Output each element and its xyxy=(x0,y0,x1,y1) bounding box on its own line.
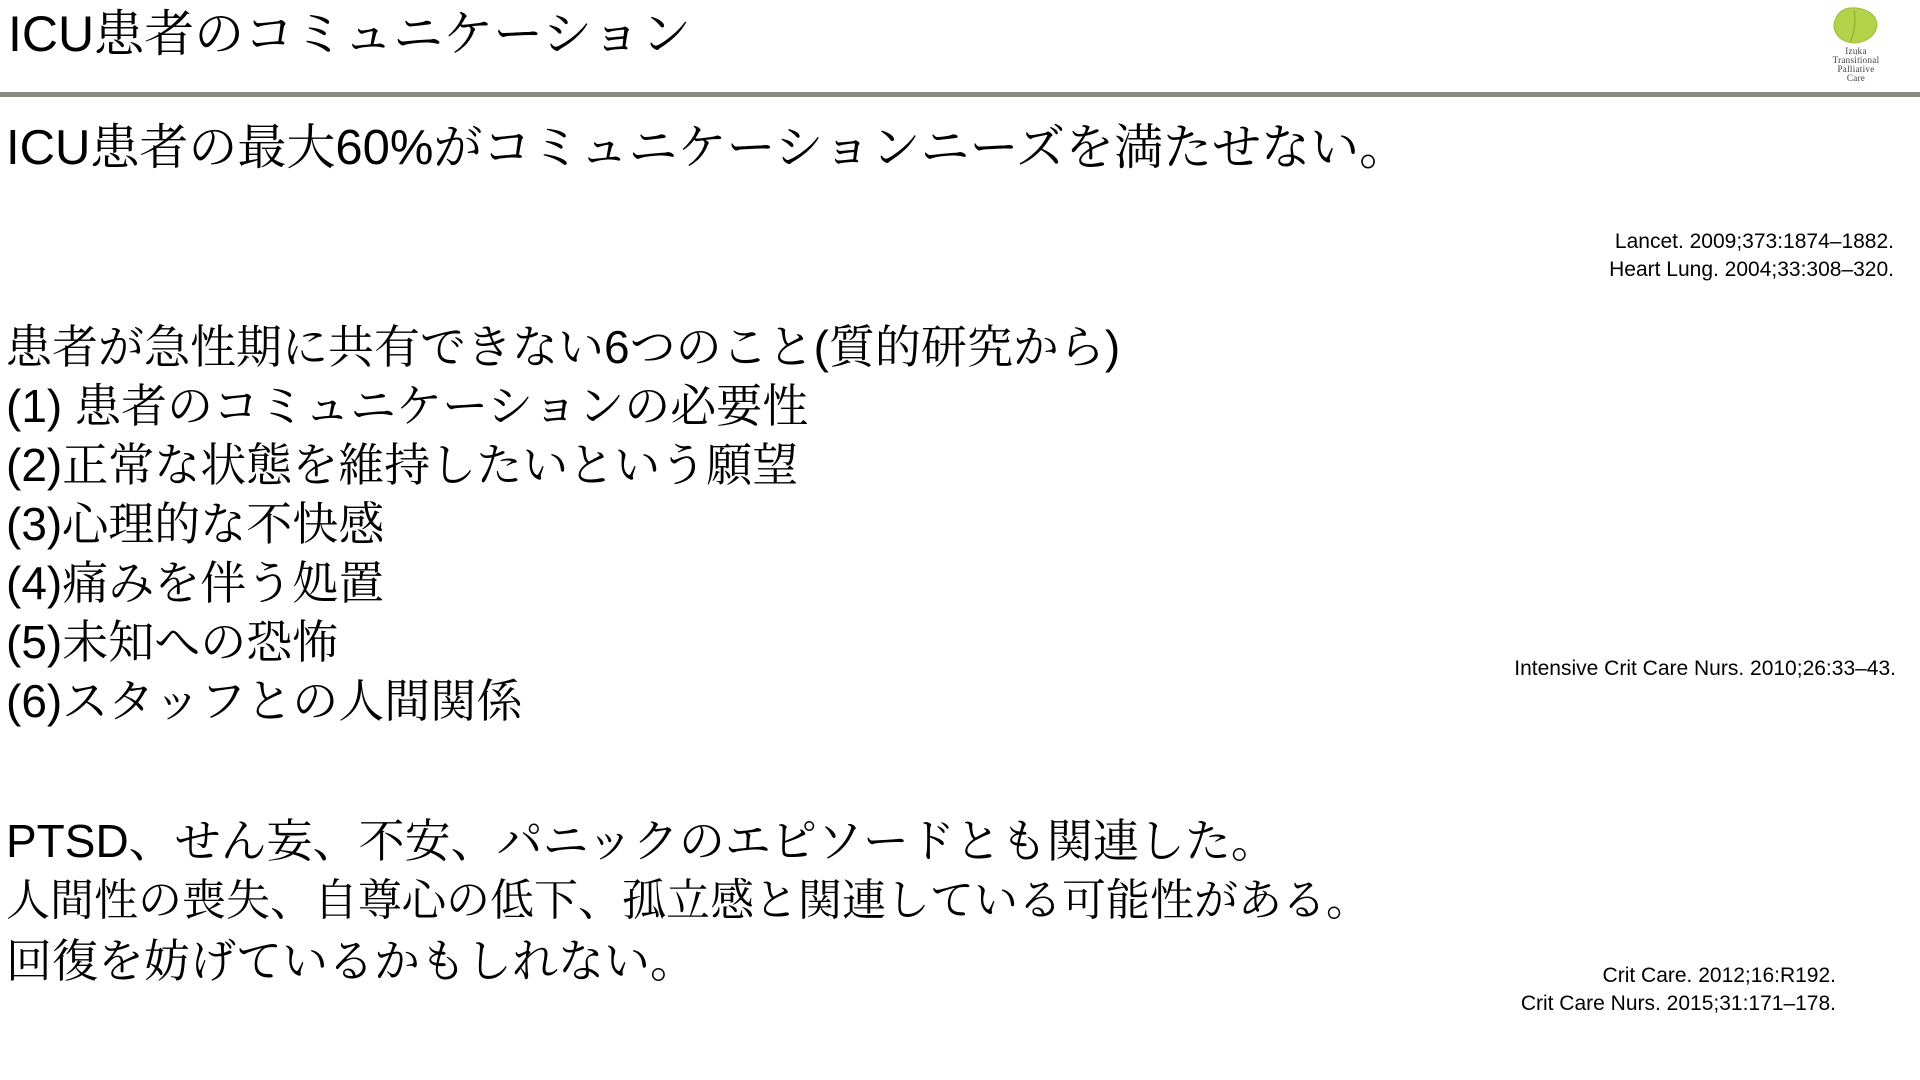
body-list xyxy=(6,318,1120,731)
list-item: (1) 患者のコミュニケーションの必要性 xyxy=(6,380,809,432)
reference-line: Lancet. 2009;373:1874–1882. xyxy=(1614,230,1894,253)
svg-text:Palliative: Palliative xyxy=(1837,64,1875,74)
closing-block xyxy=(6,812,1370,992)
closing-line: 回復を妨げているかもしれない。 xyxy=(6,935,696,987)
list-item: (2)正常な状態を維持したいという願望 xyxy=(6,439,799,491)
svg-text:Izuka: Izuka xyxy=(1845,46,1867,56)
svg-text:Care: Care xyxy=(1846,73,1866,83)
reference-group-3 xyxy=(1521,962,1836,1019)
list-item: (6)スタッフとの人間関係 xyxy=(6,675,523,727)
reference-line: Crit Care Nurs. 2015;31:171–178. xyxy=(1520,992,1836,1016)
reference-group-1 xyxy=(1609,228,1894,285)
reference-line: Intensive Crit Care Nurs. 2010;26:33–43. xyxy=(1514,657,1896,680)
svg-text:Transitional: Transitional xyxy=(1832,55,1880,65)
lead-statement: ICU患者の最大60%がコミュニケーションニーズを満たせない。 xyxy=(6,121,1409,175)
section-heading: 患者が急性期に共有できない6つのこと(質的研究から) xyxy=(6,321,1121,373)
closing-line: 人間性の喪失、自尊心の低下、孤立感と関連している可能性がある。 xyxy=(6,876,1370,925)
reference-group-2 xyxy=(1514,655,1896,683)
closing-line: PTSD、せん妄、不安、パニックのエピソードとも関連した。 xyxy=(6,815,1277,867)
list-item: (5)未知への恐怖 xyxy=(6,616,339,668)
izuka-transitional-palliative-care-logo xyxy=(1810,6,1902,84)
page-title: ICU患者のコミュニケーション xyxy=(8,6,692,62)
title-divider xyxy=(0,92,1920,97)
slide-title-row xyxy=(0,0,1920,102)
reference-line: Crit Care. 2012;16:R192. xyxy=(1602,964,1836,987)
list-item: (3)心理的な不快感 xyxy=(6,498,385,550)
reference-line: Heart Lung. 2004;33:308–320. xyxy=(1609,258,1894,282)
list-item: (4)痛みを伴う処置 xyxy=(6,557,385,609)
